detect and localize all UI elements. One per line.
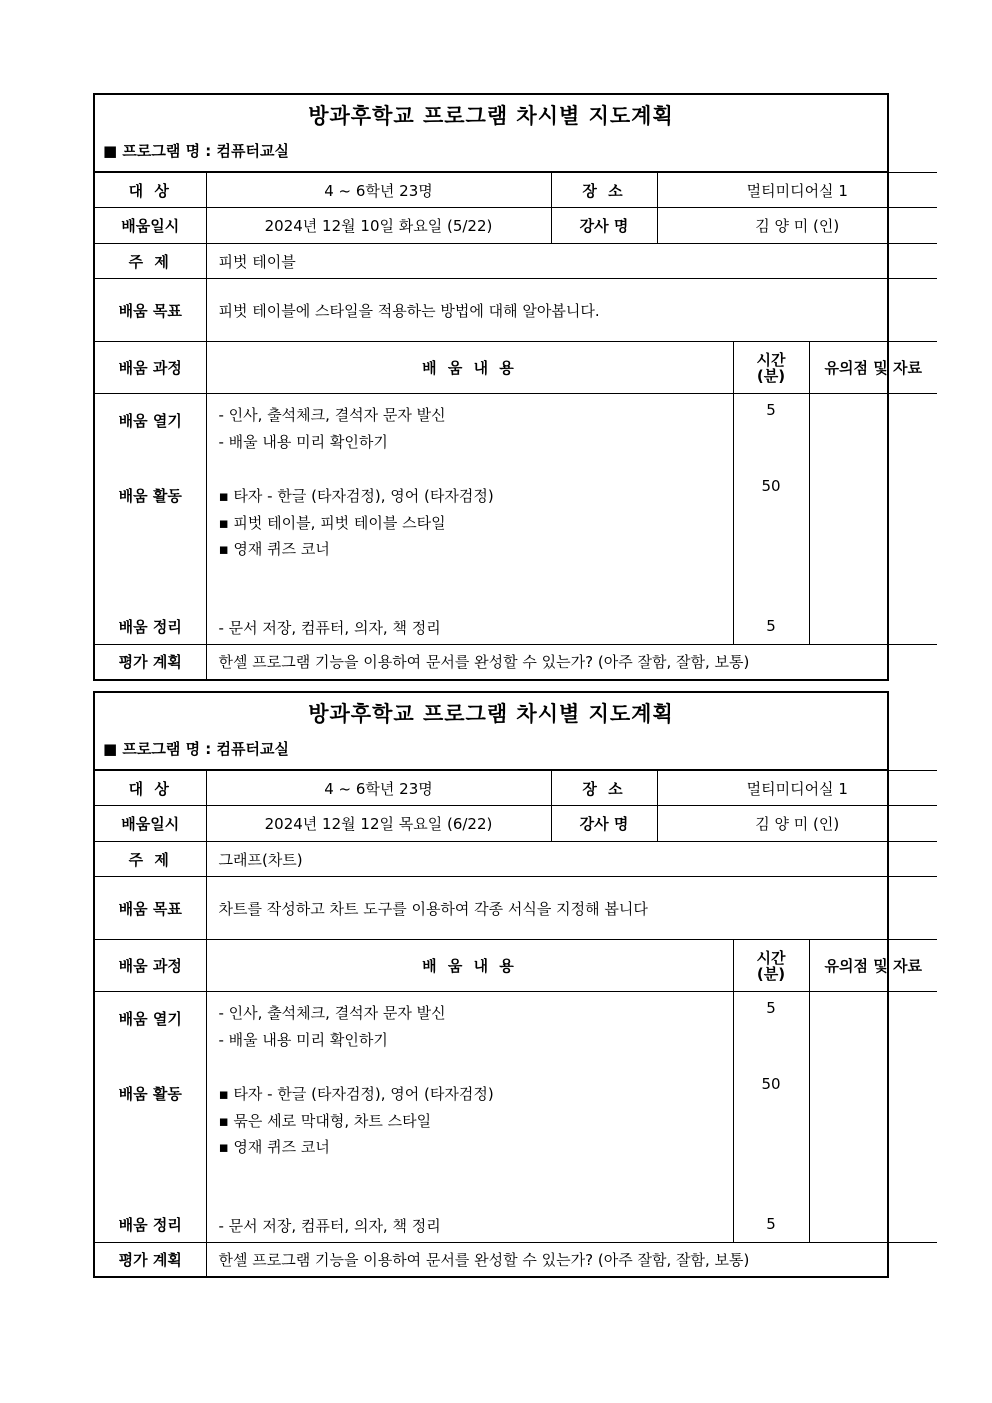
close-line: - 문서 저장, 컴퓨터, 의자, 책 정리 — [218, 1217, 441, 1235]
evaluation-value: 한셀 프로그램 기능을 이용하여 문서를 완성할 수 있는가? (아주 잘함, 잘함, 보통) — [206, 1243, 937, 1277]
plan-title: 방과후학교 프로그램 차시별 지도계획 — [308, 702, 674, 726]
stage-column — [95, 992, 206, 1243]
activity-line-3: ▪ 영재 퀴즈 코너 — [218, 1138, 330, 1156]
stage-close: 배움 정리 — [118, 1216, 182, 1234]
target-value: 4 ~ 6학년 23명 — [206, 173, 551, 208]
time-header: 시간 (분) — [733, 342, 809, 394]
topic-label: 주 제 — [95, 842, 206, 877]
place-value: 멀티미디어실 1 — [657, 771, 937, 806]
topic-label: 주 제 — [95, 244, 206, 279]
stage-close: 배움 정리 — [118, 618, 182, 636]
notes-column — [809, 394, 937, 645]
goal-value: 피벗 테이블에 스타일을 적용하는 방법에 대해 알아봅니다. — [206, 279, 937, 342]
place-value: 멀티미디어실 1 — [657, 173, 937, 208]
stage-open: 배움 열기 — [118, 1010, 182, 1028]
stage-column — [95, 394, 206, 645]
teacher-label: 강사 명 — [551, 806, 657, 842]
program-name: ■ 프로그램 명 : 컴퓨터교실 — [95, 138, 887, 172]
time-activity: 50 — [761, 477, 781, 495]
time-open: 5 — [766, 401, 776, 419]
goal-label: 배움 목표 — [95, 279, 206, 342]
time-close: 5 — [766, 617, 776, 635]
evaluation-label: 평가 계획 — [95, 645, 206, 679]
plan-title: 방과후학교 프로그램 차시별 지도계획 — [308, 104, 674, 128]
date-value: 2024년 12월 10일 화요일 (5/22) — [206, 208, 551, 244]
plan-table — [95, 770, 937, 1277]
open-line-2: - 배울 내용 미리 확인하기 — [218, 1031, 388, 1049]
time-close: 5 — [766, 1215, 776, 1233]
open-line-2: - 배울 내용 미리 확인하기 — [218, 433, 388, 451]
date-value: 2024년 12월 12일 목요일 (6/22) — [206, 806, 551, 842]
time-header: 시간 (분) — [733, 940, 809, 992]
content-column — [206, 992, 733, 1243]
content-header: 배 움 내 용 — [206, 940, 733, 992]
evaluation-label: 평가 계획 — [95, 1243, 206, 1277]
time-open: 5 — [766, 999, 776, 1017]
goal-label: 배움 목표 — [95, 877, 206, 940]
open-line-1: - 인사, 출석체크, 결석자 문자 발신 — [218, 1004, 446, 1022]
program-name: ■ 프로그램 명 : 컴퓨터교실 — [95, 736, 887, 770]
lesson-plan-2 — [93, 691, 922, 1278]
plan-table — [95, 172, 937, 679]
lesson-plan-1 — [93, 93, 922, 681]
stage-open: 배움 열기 — [118, 412, 182, 430]
target-label: 대 상 — [95, 173, 206, 208]
activity-line-1: ▪ 타자 - 한글 (타자검정), 영어 (타자검정) — [218, 1085, 494, 1103]
notes-column — [809, 992, 937, 1243]
activity-line-2: ▪ 묶은 세로 막대형, 차트 스타일 — [218, 1112, 432, 1130]
time-column — [733, 992, 809, 1243]
topic-value: 그래프(차트) — [206, 842, 937, 877]
notes-header: 유의점 및 자료 — [809, 342, 937, 394]
target-label: 대 상 — [95, 771, 206, 806]
teacher-value: 김 양 미 (인) — [657, 806, 937, 842]
notes-header: 유의점 및 자료 — [809, 940, 937, 992]
close-line: - 문서 저장, 컴퓨터, 의자, 책 정리 — [218, 619, 441, 637]
date-label: 배움일시 — [95, 208, 206, 244]
date-label: 배움일시 — [95, 806, 206, 842]
open-line-1: - 인사, 출석체크, 결석자 문자 발신 — [218, 406, 446, 424]
teacher-value: 김 양 미 (인) — [657, 208, 937, 244]
place-label: 장 소 — [551, 771, 657, 806]
process-label: 배움 과정 — [95, 342, 206, 394]
time-activity: 50 — [761, 1075, 781, 1093]
activity-line-1: ▪ 타자 - 한글 (타자검정), 영어 (타자검정) — [218, 487, 494, 505]
evaluation-value: 한셀 프로그램 기능을 이용하여 문서를 완성할 수 있는가? (아주 잘함, 잘함, 보통) — [206, 645, 937, 679]
process-label: 배움 과정 — [95, 940, 206, 992]
teacher-label: 강사 명 — [551, 208, 657, 244]
content-header: 배 움 내 용 — [206, 342, 733, 394]
stage-activity: 배움 활동 — [118, 487, 182, 505]
place-label: 장 소 — [551, 173, 657, 208]
topic-value: 피벗 테이블 — [206, 244, 937, 279]
content-column — [206, 394, 733, 645]
stage-activity: 배움 활동 — [118, 1085, 182, 1103]
goal-value: 차트를 작성하고 차트 도구를 이용하여 각종 서식을 지정해 봅니다 — [206, 877, 937, 940]
activity-line-2: ▪ 피벗 테이블, 피벗 테이블 스타일 — [218, 514, 446, 532]
time-column — [733, 394, 809, 645]
target-value: 4 ~ 6학년 23명 — [206, 771, 551, 806]
activity-line-3: ▪ 영재 퀴즈 코너 — [218, 540, 330, 558]
